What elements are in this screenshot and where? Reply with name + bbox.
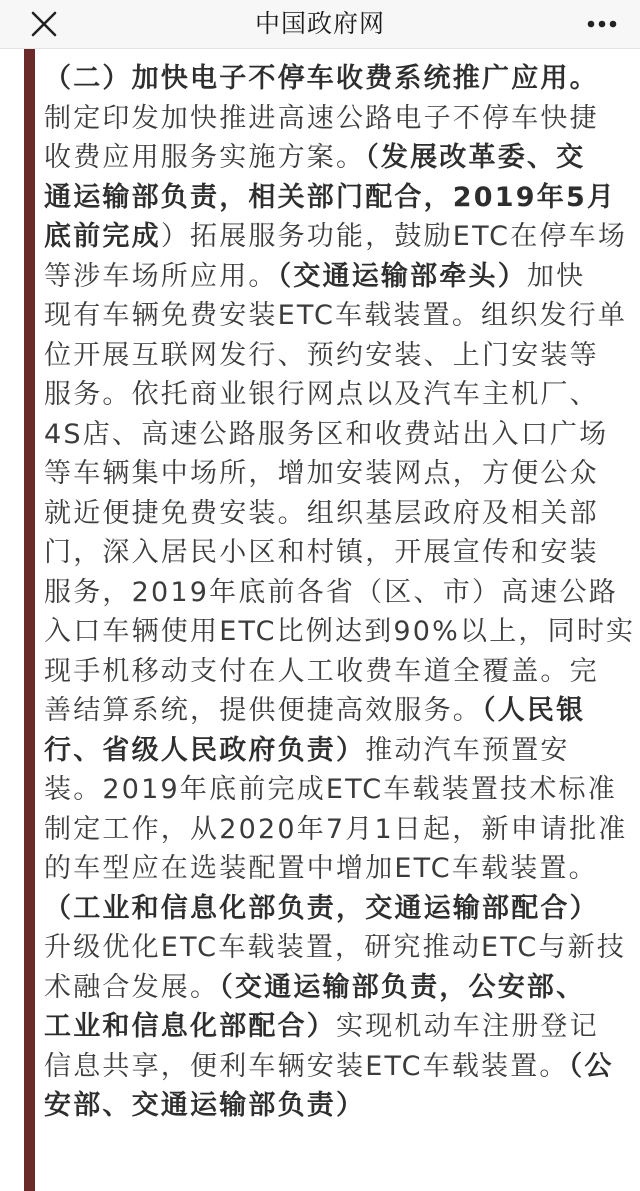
text-segment: ）拓展服务功能，鼓励ETC在停车场 (160, 221, 628, 252)
text-segment: 装。2019年底前完成ETC车载装置技术标准 (44, 774, 617, 805)
bold-text-segment: 底前完成 (44, 221, 161, 252)
text-segment: 信息共享，便利车辆安装ETC车载装置。 (44, 1050, 569, 1082)
article-line (44, 336, 636, 376)
bold-text-segment: 行、省级人民政府负责） (44, 734, 366, 766)
article-line (44, 1007, 636, 1047)
bold-text-segment: （交通运输部负责，公安部、 (219, 971, 586, 1003)
page-title: 中国政府网 (254, 9, 385, 38)
text-segment: 等车辆集中场所，增加安装网点，方便公众 (44, 458, 599, 489)
article-line (44, 375, 636, 415)
article-line (44, 257, 636, 297)
article-line (44, 652, 636, 692)
article-line (44, 1047, 636, 1087)
article-line (44, 533, 636, 573)
article-line (44, 178, 636, 218)
nav-bar (0, 0, 640, 49)
article-line (44, 415, 636, 455)
text-segment: 收费应用服务实施方案。 (44, 142, 366, 173)
bold-text-segment: （发展改革委、交 (365, 142, 586, 173)
article-line (44, 138, 636, 178)
article-content (0, 49, 640, 1191)
text-segment: 位开展互联网发行、预约安装、上门安装等 (44, 339, 599, 371)
more-dots-icon (584, 10, 620, 38)
text-segment: 门，深入居民小区和村镇，开展宣传和安装 (44, 537, 599, 568)
article-line (44, 494, 636, 534)
text-segment: 4S店、高速公路服务区和收费站出入口广场 (44, 418, 609, 450)
bold-text-segment: 安部、交通运输部负责） (44, 1090, 366, 1121)
article-text (44, 59, 636, 1126)
article-line (44, 731, 636, 771)
text-segment: 现手机移动支付在人工收费车道全覆盖。完 (44, 655, 599, 687)
text-segment: 推动汽车预置安 (365, 734, 570, 766)
quote-side-bar (24, 49, 35, 1191)
article-line (44, 1086, 636, 1126)
article-line (44, 770, 636, 810)
article-line (44, 59, 636, 99)
text-segment: 就近便捷免费安装。组织基层政府及相关部 (44, 497, 599, 529)
text-segment: 服务。依托商业银行网点以及汽车主机厂、 (44, 379, 599, 410)
bold-text-segment: （公 (568, 1050, 614, 1082)
text-segment: 升级优化ETC车载装置，研究推动ETC与新技 (44, 932, 627, 963)
text-segment: 实现机动车注册登记 (336, 1011, 599, 1042)
article-line (44, 810, 636, 850)
article-line (44, 889, 636, 929)
bold-text-segment: （交通运输部牵头） (277, 260, 527, 292)
bold-text-segment: （人民银 (482, 695, 586, 726)
article-line (44, 928, 636, 968)
article-line (44, 691, 636, 731)
text-segment: 的车型应在选装配置中增加ETC车载装置。 (44, 853, 598, 884)
text-segment: 善结算系统，提供便捷高效服务。 (44, 695, 482, 726)
text-segment: 等涉车场所应用。 (44, 260, 278, 292)
bold-text-segment: （工业和信息化部负责，交通运输部配合） (44, 892, 599, 924)
article-line (44, 217, 636, 257)
bold-text-segment: 工业和信息化部配合） (44, 1011, 336, 1042)
text-segment: 现有车辆免费安装ETC车载装置。组织发行单 (44, 300, 628, 331)
text-segment: 制定印发加快推进高速公路电子不停车快捷 (44, 102, 599, 134)
article-line (44, 296, 636, 336)
text-segment: 术融合发展。 (44, 971, 220, 1003)
more-button[interactable] (584, 10, 620, 38)
article-line (44, 849, 636, 889)
text-segment: 服务，2019年底前各省（区、市）高速公路 (44, 576, 618, 608)
article-line (44, 573, 636, 613)
text-segment: 制定工作，从2020年7月1日起，新申请批准 (44, 813, 628, 845)
article-line (44, 454, 636, 494)
text-segment: 入口车辆使用ETC比例达到90%以上，同时实 (44, 616, 636, 647)
text-segment: 加快 (526, 260, 586, 292)
article-line (44, 612, 636, 652)
bold-text-segment: 通运输部负责，相关部门配合，2019年5月 (44, 181, 617, 213)
bold-text-segment: （二）加快电子不停车收费系统推广应用。 (44, 63, 599, 94)
article-line (44, 99, 636, 139)
article-line (44, 968, 636, 1008)
